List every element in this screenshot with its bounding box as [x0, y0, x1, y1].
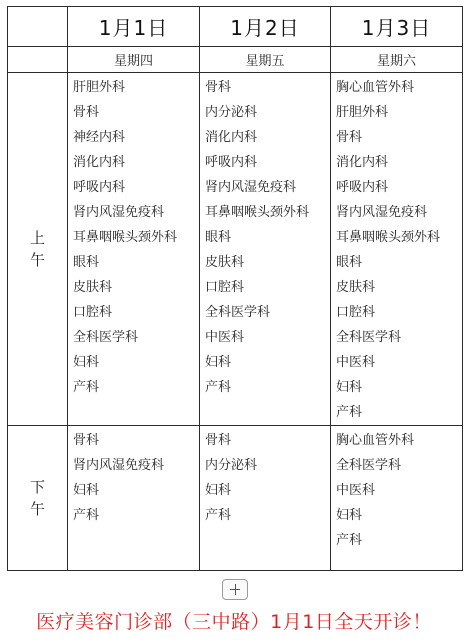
department-item: 全科医学科 — [73, 330, 139, 345]
department-item: 胸心血管外科 — [336, 80, 415, 95]
corner-cell — [8, 7, 68, 47]
morning-day-2-cell — [200, 73, 331, 426]
department-list — [68, 426, 199, 528]
department-list — [200, 73, 330, 400]
department-item: 肾内风湿免疫科 — [205, 180, 297, 195]
department-item: 内分泌科 — [205, 105, 258, 120]
department-item: 妇科 — [336, 380, 363, 395]
department-item: 耳鼻咽喉头颈外科 — [73, 230, 178, 245]
date-header-day-3: 1月3日 — [331, 7, 463, 47]
date-header-day-2: 1月2日 — [200, 7, 331, 47]
date-header-day-1: 1月1日 — [68, 7, 200, 47]
department-item: 肝胆外科 — [336, 105, 389, 120]
department-item: 产科 — [336, 533, 363, 548]
department-item: 消化内科 — [336, 155, 389, 170]
weekday-header-day-3: 星期六 — [331, 47, 463, 73]
department-item: 内分泌科 — [205, 458, 258, 473]
department-item: 口腔科 — [336, 305, 376, 320]
department-item: 皮肤科 — [73, 280, 113, 295]
department-item: 耳鼻咽喉头颈外科 — [205, 205, 310, 220]
department-item: 骨科 — [73, 433, 100, 448]
department-item: 口腔科 — [73, 305, 113, 320]
department-item: 消化内科 — [73, 155, 126, 170]
outpatient-schedule-table — [7, 6, 463, 571]
department-item: 全科医学科 — [336, 330, 402, 345]
department-item: 皮肤科 — [205, 255, 245, 270]
department-item: 妇科 — [73, 355, 100, 370]
department-item: 骨科 — [73, 105, 100, 120]
department-item: 骨科 — [336, 130, 363, 145]
clinic-opening-notice: 医疗美容门诊部（三中路）1月1日全天开诊！ — [36, 611, 432, 633]
morning-day-3-cell — [331, 73, 463, 426]
weekday-header-row — [8, 47, 463, 73]
department-item: 呼吸内科 — [73, 180, 126, 195]
department-item: 耳鼻咽喉头颈外科 — [336, 230, 441, 245]
afternoon-day-3-cell — [331, 426, 463, 571]
department-item: 胸心血管外科 — [336, 433, 415, 448]
morning-row — [8, 73, 463, 426]
department-item: 妇科 — [336, 508, 363, 523]
afternoon-day-2-cell — [200, 426, 331, 571]
department-item: 呼吸内科 — [336, 180, 389, 195]
department-item: 中医科 — [336, 355, 376, 370]
department-item: 全科医学科 — [336, 458, 402, 473]
morning-day-1-cell — [68, 73, 200, 426]
afternoon-period-cell — [8, 426, 68, 571]
department-item: 神经内科 — [73, 130, 126, 145]
date-header-row — [8, 7, 463, 47]
department-item: 肾内风湿免疫科 — [73, 458, 165, 473]
afternoon-period-label: 下午 — [30, 478, 46, 518]
department-item: 产科 — [73, 508, 100, 523]
department-item: 骨科 — [205, 80, 232, 95]
department-item: 皮肤科 — [336, 280, 376, 295]
department-item: 眼科 — [205, 230, 232, 245]
morning-period-cell — [8, 73, 68, 426]
department-item: 产科 — [73, 380, 100, 395]
department-item: 产科 — [205, 508, 232, 523]
department-item: 产科 — [205, 380, 232, 395]
weekday-header-day-1: 星期四 — [68, 47, 200, 73]
weekday-corner-cell — [8, 47, 68, 73]
department-list — [331, 73, 462, 425]
department-item: 口腔科 — [205, 280, 245, 295]
morning-period-label: 上午 — [30, 229, 46, 269]
department-item: 消化内科 — [205, 130, 258, 145]
department-item: 妇科 — [73, 483, 100, 498]
afternoon-day-1-cell — [68, 426, 200, 571]
department-item: 眼科 — [336, 255, 363, 270]
department-item: 中医科 — [336, 483, 376, 498]
weekday-header-day-2: 星期五 — [200, 47, 331, 73]
expand-plus-button[interactable] — [222, 579, 248, 600]
department-item: 呼吸内科 — [205, 155, 258, 170]
afternoon-row — [8, 426, 463, 571]
department-list — [331, 426, 462, 553]
department-item: 妇科 — [205, 483, 232, 498]
department-item: 妇科 — [205, 355, 232, 370]
department-list — [200, 426, 330, 528]
department-item: 眼科 — [73, 255, 100, 270]
department-list — [68, 73, 199, 400]
department-item: 肾内风湿免疫科 — [73, 205, 165, 220]
department-item: 肝胆外科 — [73, 80, 126, 95]
department-item: 全科医学科 — [205, 305, 271, 320]
department-item: 肾内风湿免疫科 — [336, 205, 428, 220]
department-item: 中医科 — [205, 330, 245, 345]
department-item: 产科 — [336, 405, 363, 420]
department-item: 骨科 — [205, 433, 232, 448]
